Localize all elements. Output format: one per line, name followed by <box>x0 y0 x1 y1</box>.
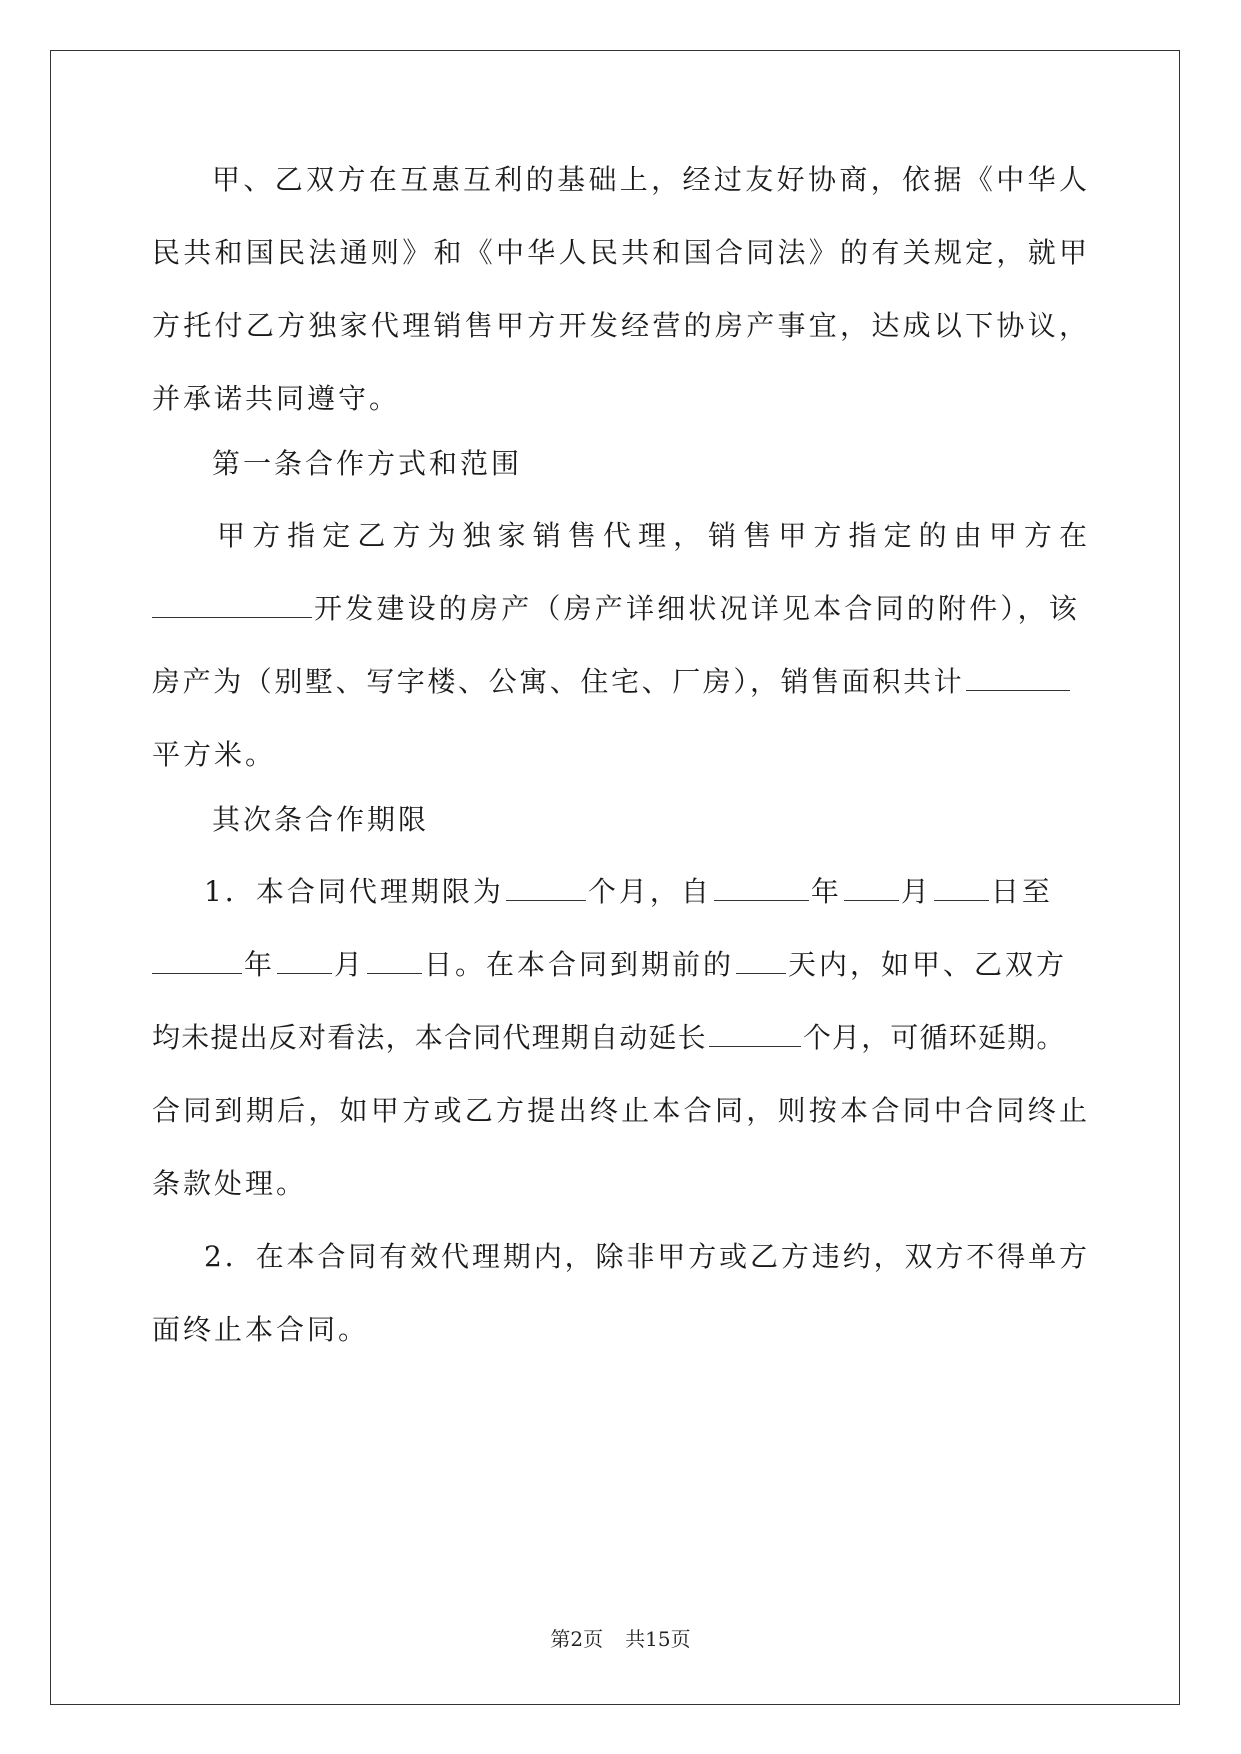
line-text: 日至 <box>990 875 1053 908</box>
blank-underline <box>152 589 312 618</box>
line-text: 开发建设的房产（房产详细状况详见本合同的附件），该 <box>314 592 1081 625</box>
blank-underline <box>966 662 1070 691</box>
line-text: 年 <box>244 948 276 981</box>
paragraph-line <box>152 872 1087 912</box>
paragraph-line <box>152 945 1087 985</box>
line-text: 天内，如甲、乙双方 <box>788 948 1068 981</box>
line-text: 均未提出反对看法，本合同代理期自动延长 <box>152 1021 707 1054</box>
page-total: 共15页 <box>625 1627 691 1651</box>
section-heading: 其次条合作期限 <box>212 803 430 836</box>
line-text: 年 <box>810 875 842 908</box>
line-text: 月 <box>334 948 366 981</box>
paragraph-line <box>152 589 1087 629</box>
paragraph-line: 2．在本合同有效代理期内，除非甲方或乙方违约，双方不得单方 <box>204 1240 1087 1273</box>
blank-underline <box>506 872 586 901</box>
paragraph-line <box>152 1018 1087 1058</box>
line-text: 房产为（别墅、写字楼、公寓、住宅、厂房），销售面积共计 <box>152 665 965 698</box>
paragraph-line: 条款处理。 <box>152 1167 308 1200</box>
blank-underline <box>934 872 989 901</box>
section-heading: 第一条合作方式和范围 <box>212 447 523 480</box>
blank-underline <box>152 945 242 974</box>
line-text: 个月，自 <box>587 875 712 908</box>
blank-underline <box>367 945 422 974</box>
blank-underline <box>714 872 809 901</box>
blank-underline <box>844 872 899 901</box>
paragraph-line: 甲方指定乙方为独家销售代理，销售甲方指定的由甲方在 <box>217 519 1087 552</box>
line-text: 1．本合同代理期限为 <box>204 875 504 908</box>
blank-underline <box>736 945 786 974</box>
page-footer <box>0 1623 1241 1652</box>
paragraph-line: 甲、乙双方在互惠互利的基础上，经过友好协商，依据《中华人 <box>212 163 1087 196</box>
line-text: 个月，可循环延期。 <box>802 1021 1066 1054</box>
paragraph-line: 平方米。 <box>152 738 277 771</box>
paragraph-line: 方托付乙方独家代理销售甲方开发经营的房产事宜，达成以下协议， <box>152 309 1087 342</box>
paragraph-line: 并承诺共同遵守。 <box>152 382 401 415</box>
paragraph-line: 民共和国民法通则》和《中华人民共和国合同法》的有关规定，就甲 <box>152 236 1087 269</box>
blank-underline <box>709 1018 801 1047</box>
line-text: 日。在本合同到期前的 <box>424 948 735 981</box>
paragraph-line: 面终止本合同。 <box>152 1313 370 1346</box>
blank-underline <box>277 945 332 974</box>
paragraph-line <box>152 662 1087 702</box>
line-text: 月 <box>900 875 932 908</box>
paragraph-line: 合同到期后，如甲方或乙方提出终止本合同，则按本合同中合同终止 <box>152 1094 1087 1127</box>
page-number: 第2页 <box>550 1627 604 1651</box>
